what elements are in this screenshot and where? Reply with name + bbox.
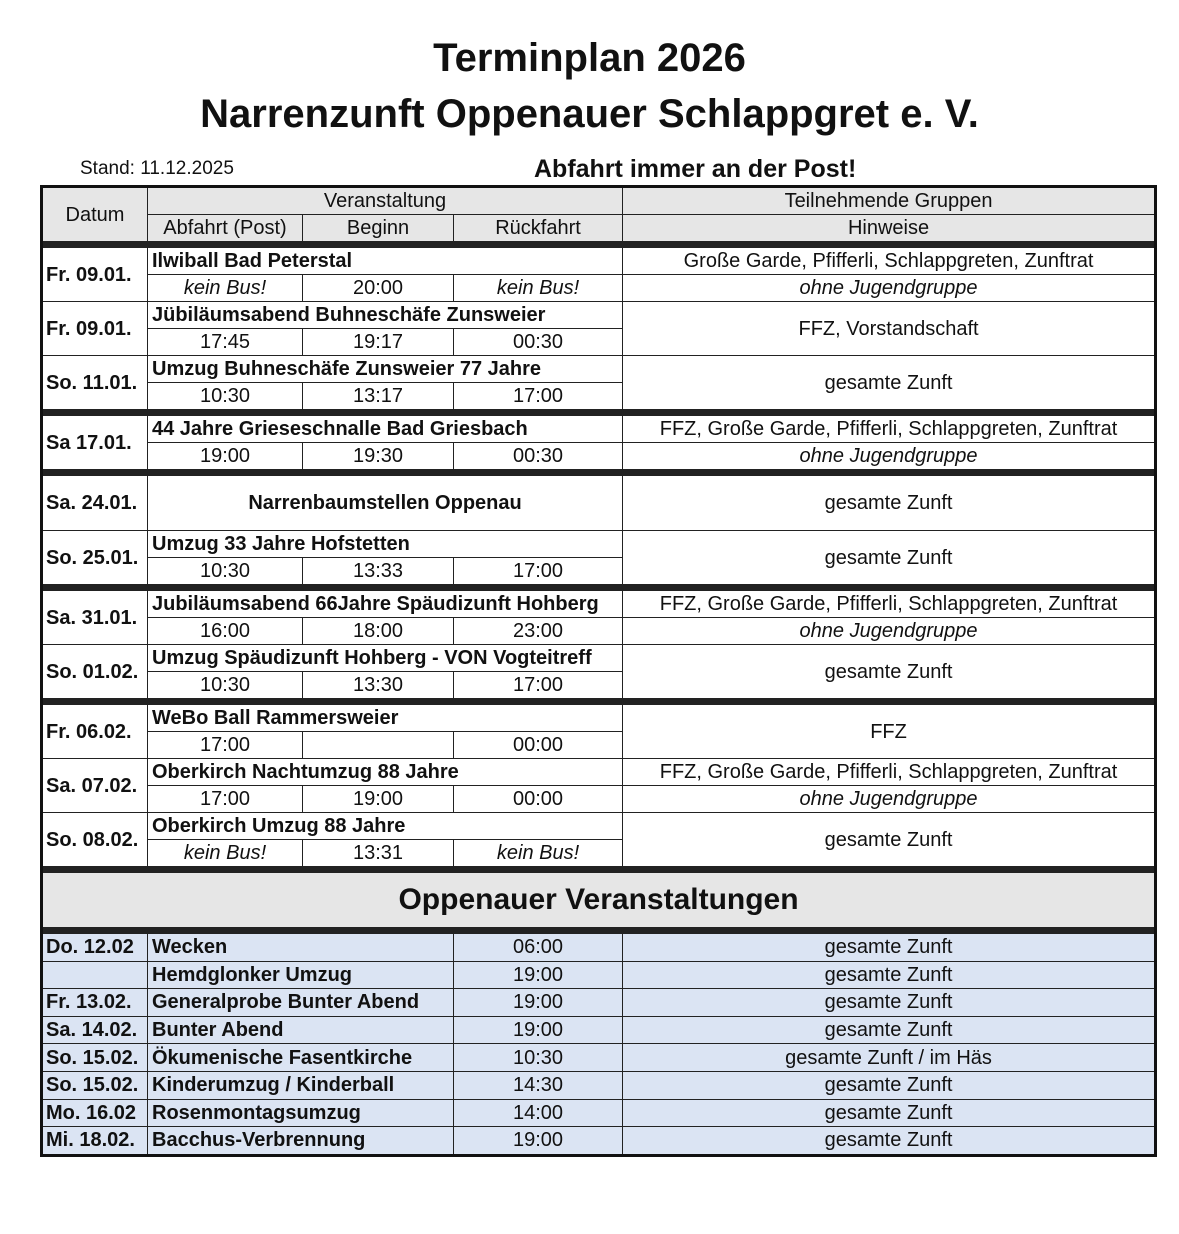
event-time: 19:00: [454, 1016, 623, 1044]
event-date: Fr. 09.01.: [42, 248, 148, 302]
event-time: 14:00: [454, 1099, 623, 1127]
header-abfahrt: Abfahrt (Post): [148, 215, 303, 242]
table-row: [42, 302, 1156, 329]
event-rueckfahrt: 17:00: [454, 558, 623, 585]
event-rueckfahrt: 17:00: [454, 383, 623, 410]
event-beginn: 19:00: [303, 786, 454, 813]
event-groups: gesamte Zunft: [623, 961, 1156, 989]
event-title: Umzug 33 Jahre Hofstetten: [148, 531, 623, 558]
event-groups: gesamte Zunft: [623, 645, 1156, 699]
event-hinweis: ohne Jugendgruppe: [623, 786, 1156, 813]
event-time: 10:30: [454, 1044, 623, 1072]
event-abfahrt: 16:00: [148, 618, 303, 645]
table-row: [42, 934, 1156, 962]
event-time: 19:00: [454, 1127, 623, 1156]
event-abfahrt: 10:30: [148, 672, 303, 699]
table-row: [42, 1016, 1156, 1044]
event-groups: FFZ, Große Garde, Pfifferli, Schlappgreten, Zunftrat: [623, 759, 1156, 786]
event-groups: gesamte Zunft: [623, 1099, 1156, 1127]
event-title: Rosenmontagsumzug: [148, 1099, 454, 1127]
departure-note: Abfahrt immer an der Post!: [534, 155, 857, 183]
event-title: Oberkirch Umzug 88 Jahre: [148, 813, 623, 840]
event-date: Fr. 09.01.: [42, 302, 148, 356]
event-groups: gesamte Zunft: [623, 476, 1156, 531]
table-row: [42, 416, 1156, 443]
event-title: Bunter Abend: [148, 1016, 454, 1044]
table-row: [42, 1071, 1156, 1099]
event-beginn: 19:30: [303, 443, 454, 470]
event-title: Bacchus-Verbrennung: [148, 1127, 454, 1156]
event-groups: gesamte Zunft: [623, 934, 1156, 962]
table-row: [42, 705, 1156, 732]
header-hinweise: Hinweise: [623, 215, 1156, 242]
event-date: Sa. 24.01.: [42, 476, 148, 531]
header-row: [42, 187, 1156, 215]
event-date: So. 15.02.: [42, 1071, 148, 1099]
event-hinweis: ohne Jugendgruppe: [623, 275, 1156, 302]
event-groups: gesamte Zunft / im Häs: [623, 1044, 1156, 1072]
event-date: Sa. 07.02.: [42, 759, 148, 813]
event-rueckfahrt: 00:00: [454, 732, 623, 759]
event-hinweis: ohne Jugendgruppe: [623, 443, 1156, 470]
event-rueckfahrt: 23:00: [454, 618, 623, 645]
table-row: [42, 248, 1156, 275]
event-groups: FFZ: [623, 705, 1156, 759]
event-groups: gesamte Zunft: [623, 531, 1156, 585]
event-date: Fr. 06.02.: [42, 705, 148, 759]
event-title: Ökumenische Fasentkirche: [148, 1044, 454, 1072]
event-title: Hemdglonker Umzug: [148, 961, 454, 989]
event-groups: gesamte Zunft: [623, 1071, 1156, 1099]
event-title: Umzug Buhneschäfe Zunsweier 77 Jahre: [148, 356, 623, 383]
table-row: [42, 531, 1156, 558]
page-subtitle: Narrenzunft Oppenauer Schlappgret e. V.: [200, 92, 979, 136]
event-beginn: [303, 732, 454, 759]
event-date: Mi. 18.02.: [42, 1127, 148, 1156]
event-title: Jübiläumsabend Buhneschäfe Zunsweier: [148, 302, 623, 329]
event-date: Sa. 14.02.: [42, 1016, 148, 1044]
event-beginn: 13:17: [303, 383, 454, 410]
header-rueckfahrt: Rückfahrt: [454, 215, 623, 242]
event-rueckfahrt: kein Bus!: [454, 840, 623, 867]
event-groups: FFZ, Vorstandschaft: [623, 302, 1156, 356]
event-groups: gesamte Zunft: [623, 1127, 1156, 1156]
table-row: [42, 1099, 1156, 1127]
event-rueckfahrt: 17:00: [454, 672, 623, 699]
event-time: 19:00: [454, 989, 623, 1017]
event-title: Jubiläumsabend 66Jahre Späudizunft Hohberg: [148, 591, 623, 618]
event-groups: FFZ, Große Garde, Pfifferli, Schlappgreten, Zunftrat: [623, 591, 1156, 618]
event-hinweis: ohne Jugendgruppe: [623, 618, 1156, 645]
event-groups: gesamte Zunft: [623, 813, 1156, 867]
table-row: [42, 1127, 1156, 1156]
event-date: Sa. 31.01.: [42, 591, 148, 645]
event-date: Mo. 16.02: [42, 1099, 148, 1127]
table-row: [42, 873, 1156, 928]
event-abfahrt: 17:45: [148, 329, 303, 356]
event-abfahrt: kein Bus!: [148, 840, 303, 867]
event-beginn: 13:30: [303, 672, 454, 699]
event-groups: Große Garde, Pfifferli, Schlappgreten, Zunftrat: [623, 248, 1156, 275]
table-row: [42, 476, 1156, 531]
event-date: [42, 961, 148, 989]
header-datum: Datum: [42, 187, 148, 242]
page-title: Terminplan 2026: [433, 36, 746, 80]
event-title: Narrenbaumstellen Oppenau: [148, 476, 623, 531]
event-abfahrt: 10:30: [148, 558, 303, 585]
event-title: Oberkirch Nachtumzug 88 Jahre: [148, 759, 623, 786]
table-row: [42, 1044, 1156, 1072]
table-row: [42, 275, 1156, 302]
event-time: 19:00: [454, 961, 623, 989]
event-title: Ilwiball Bad Peterstal: [148, 248, 623, 275]
event-abfahrt: 17:00: [148, 732, 303, 759]
table-row: [42, 961, 1156, 989]
event-title: WeBo Ball Rammersweier: [148, 705, 623, 732]
event-abfahrt: 10:30: [148, 383, 303, 410]
section-heading: Oppenauer Veranstaltungen: [42, 873, 1156, 928]
event-title: Generalprobe Bunter Abend: [148, 989, 454, 1017]
event-beginn: 20:00: [303, 275, 454, 302]
event-groups: FFZ, Große Garde, Pfifferli, Schlappgreten, Zunftrat: [623, 416, 1156, 443]
table-row: [42, 356, 1156, 383]
event-title: Wecken: [148, 934, 454, 962]
event-date: So. 01.02.: [42, 645, 148, 699]
event-title: Umzug Späudizunft Hohberg - VON Vogteitreff: [148, 645, 623, 672]
table-row: [42, 591, 1156, 618]
header-row: [42, 215, 1156, 242]
event-groups: gesamte Zunft: [623, 1016, 1156, 1044]
event-beginn: 13:33: [303, 558, 454, 585]
event-date: So. 25.01.: [42, 531, 148, 585]
event-rueckfahrt: 00:00: [454, 786, 623, 813]
event-rueckfahrt: 00:30: [454, 329, 623, 356]
table-row: [42, 759, 1156, 786]
event-groups: gesamte Zunft: [623, 989, 1156, 1017]
event-groups: gesamte Zunft: [623, 356, 1156, 410]
stand-date: Stand: 11.12.2025: [80, 158, 234, 179]
header-beginn: Beginn: [303, 215, 454, 242]
table-row: [42, 645, 1156, 672]
event-abfahrt: kein Bus!: [148, 275, 303, 302]
event-abfahrt: 17:00: [148, 786, 303, 813]
event-title: 44 Jahre Grieseschnalle Bad Griesbach: [148, 416, 623, 443]
table-row: [42, 618, 1156, 645]
schedule-table: [40, 185, 1157, 1157]
event-beginn: 18:00: [303, 618, 454, 645]
table-row: [42, 443, 1156, 470]
event-date: So. 11.01.: [42, 356, 148, 410]
table-row: [42, 813, 1156, 840]
event-time: 14:30: [454, 1071, 623, 1099]
event-rueckfahrt: kein Bus!: [454, 275, 623, 302]
event-date: So. 15.02.: [42, 1044, 148, 1072]
event-title: Kinderumzug / Kinderball: [148, 1071, 454, 1099]
table-row: [42, 786, 1156, 813]
event-date: Sa 17.01.: [42, 416, 148, 470]
table-row: [42, 989, 1156, 1017]
header-gruppen: Teilnehmende Gruppen: [623, 187, 1156, 215]
event-date: So. 08.02.: [42, 813, 148, 867]
event-rueckfahrt: 00:30: [454, 443, 623, 470]
event-beginn: 19:17: [303, 329, 454, 356]
header-veranstaltung: Veranstaltung: [148, 187, 623, 215]
event-date: Fr. 13.02.: [42, 989, 148, 1017]
event-time: 06:00: [454, 934, 623, 962]
event-abfahrt: 19:00: [148, 443, 303, 470]
event-date: Do. 12.02: [42, 934, 148, 962]
event-beginn: 13:31: [303, 840, 454, 867]
